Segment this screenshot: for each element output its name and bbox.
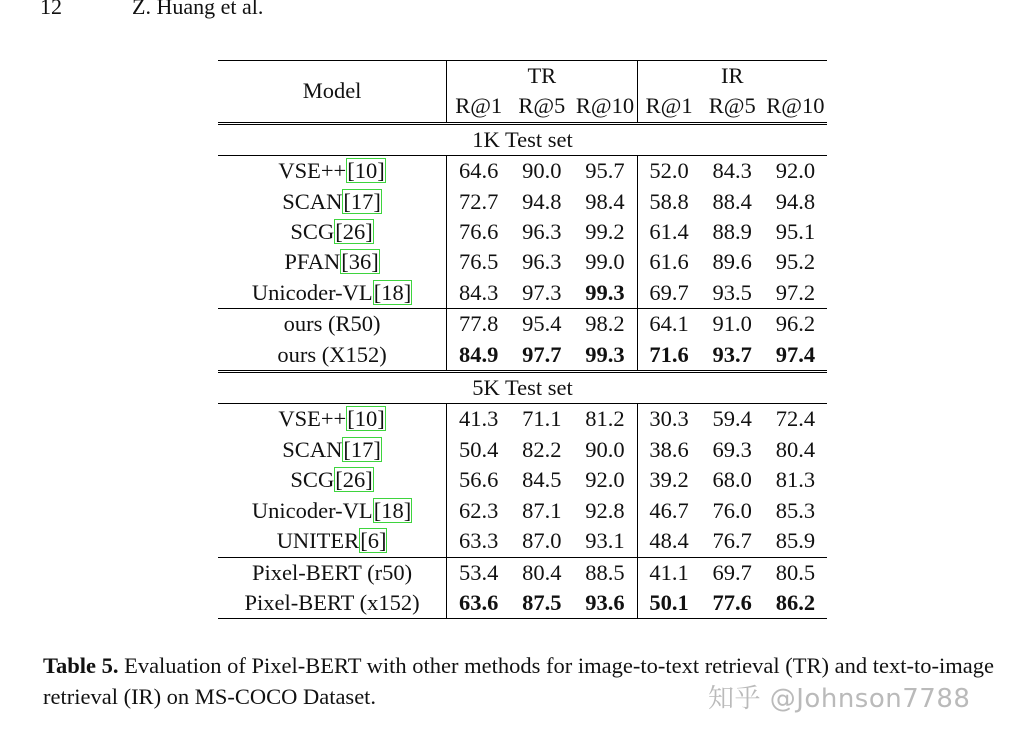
value-cell: 59.4	[701, 404, 764, 435]
watermark: 知乎 @Johnson7788	[708, 684, 971, 714]
value-cell: 38.6	[649, 436, 689, 462]
citation-number: 18	[381, 279, 404, 305]
value-cell: 48.4	[649, 528, 689, 554]
value-cell: 92.0	[573, 465, 637, 495]
value-cell: 89.6	[712, 249, 752, 275]
table-row	[218, 588, 827, 619]
value-cell: 41.1	[637, 557, 701, 588]
value-cell: 76.0	[712, 497, 752, 523]
section-title: 5K Test set	[218, 372, 827, 404]
table-row	[218, 309, 827, 340]
page-number: 12	[40, 0, 62, 19]
caption-label: Table 5.	[43, 653, 119, 678]
citation-number: 18	[381, 497, 404, 523]
value-cell: 41.3	[447, 404, 511, 435]
value-cell: 88.9	[712, 219, 752, 245]
citation-link[interactable]: [10]	[347, 406, 385, 432]
value-cell: 96.3	[522, 249, 562, 275]
metric-header: R@5	[708, 93, 756, 119]
value-cell: 62.3	[459, 497, 499, 523]
citation-link[interactable]: [18]	[373, 497, 412, 523]
metric-header: R@10	[573, 91, 637, 123]
value-cell: 84.3	[459, 279, 499, 305]
value-cell: 81.2	[573, 404, 637, 435]
value-cell: 95.4	[510, 309, 573, 340]
value-cell: 85.3	[775, 497, 816, 523]
value-cell: 82.2	[522, 436, 562, 462]
value-cell: 50.4	[459, 436, 499, 462]
value-cell: 64.6	[447, 156, 511, 187]
citation-number: 26	[342, 467, 366, 493]
citation-number: 36	[348, 249, 372, 275]
section-title: 1K Test set	[218, 123, 827, 155]
table-row	[218, 340, 827, 372]
value-cell: 86.2	[775, 589, 816, 615]
model-name: VSE++	[278, 406, 347, 432]
model-name-cell	[218, 588, 447, 619]
value-cell: 95.7	[573, 156, 637, 187]
value-cell: 84.9	[459, 341, 499, 367]
citation-number: 10	[354, 158, 378, 184]
page-header	[40, 0, 263, 20]
metric-header: R@10	[766, 93, 825, 119]
value-cell: 68.0	[712, 467, 752, 493]
model-name-cell	[218, 247, 447, 277]
ir-group-header: IR	[721, 63, 744, 88]
citation-link[interactable]: [26]	[335, 219, 373, 245]
model-name-cell	[218, 217, 447, 247]
value-cell: 61.6	[649, 249, 689, 275]
value-cell: 84.5	[522, 467, 562, 493]
value-cell: 77.6	[712, 589, 752, 615]
value-cell: 76.5	[459, 249, 499, 275]
value-cell: 63.3	[459, 528, 499, 554]
value-cell: 80.5	[764, 557, 827, 588]
model-name: VSE++	[278, 158, 347, 184]
value-cell: 97.7	[522, 341, 562, 367]
citation-number: 17	[350, 188, 374, 214]
value-cell: 69.3	[712, 436, 752, 462]
table-row	[218, 217, 827, 247]
value-cell: 97.4	[775, 341, 816, 367]
model-name-cell	[218, 526, 447, 557]
value-cell: 88.5	[573, 557, 637, 588]
model-name-cell	[218, 435, 447, 465]
results-table	[218, 60, 827, 619]
value-cell: 53.4	[447, 557, 511, 588]
table-row	[218, 526, 827, 557]
model-name: Pixel-BERT (r50)	[252, 559, 413, 585]
model-name: SCG	[290, 219, 335, 245]
value-cell: 80.4	[510, 557, 573, 588]
table-row	[218, 278, 827, 309]
value-cell: 91.0	[701, 309, 764, 340]
table-row	[218, 435, 827, 465]
value-cell: 94.8	[775, 188, 816, 214]
value-cell: 52.0	[637, 156, 701, 187]
model-name: ours (R50)	[283, 311, 381, 337]
value-cell: 99.3	[573, 340, 637, 372]
citation-link[interactable]: [18]	[373, 279, 412, 305]
value-cell: 85.9	[775, 528, 816, 554]
value-cell: 88.4	[712, 188, 752, 214]
value-cell: 99.0	[573, 247, 637, 277]
citation-link[interactable]: [36]	[341, 249, 379, 275]
value-cell: 93.5	[712, 279, 752, 305]
value-cell: 98.4	[573, 187, 637, 217]
value-cell: 90.0	[510, 156, 573, 187]
value-cell: 69.7	[701, 557, 764, 588]
value-cell: 93.7	[712, 341, 752, 367]
citation-number: 26	[342, 219, 366, 245]
value-cell: 87.0	[522, 528, 562, 554]
value-cell: 46.7	[649, 497, 689, 523]
model-column-header: Model	[218, 61, 447, 124]
value-cell: 56.6	[459, 467, 499, 493]
value-cell: 71.6	[649, 341, 689, 367]
value-cell: 96.3	[522, 219, 562, 245]
value-cell: 39.2	[649, 467, 689, 493]
value-cell: 63.6	[459, 589, 499, 615]
value-cell: 87.5	[522, 589, 562, 615]
citation-link[interactable]: [6]	[360, 528, 387, 554]
model-name: UNITER	[276, 528, 360, 554]
citation-link[interactable]: [10]	[347, 158, 385, 184]
value-cell: 72.4	[764, 404, 827, 435]
value-cell: 94.8	[522, 188, 562, 214]
value-cell: 80.4	[775, 436, 816, 462]
value-cell: 81.3	[775, 467, 816, 493]
table-row	[218, 247, 827, 277]
table-row	[218, 187, 827, 217]
value-cell: 50.1	[649, 589, 689, 615]
model-name-cell	[218, 278, 447, 309]
citation-number: 17	[350, 436, 374, 462]
model-name-cell	[218, 187, 447, 217]
value-cell: 99.2	[573, 217, 637, 247]
metric-header: R@1	[645, 93, 693, 119]
value-cell: 95.1	[775, 219, 816, 245]
value-cell: 61.4	[649, 219, 689, 245]
running-authors: Z. Huang et al.	[132, 0, 264, 19]
value-cell: 93.6	[573, 588, 637, 619]
value-cell: 77.8	[447, 309, 511, 340]
value-cell: 84.3	[701, 156, 764, 187]
value-cell: 92.0	[764, 156, 827, 187]
table-row	[218, 156, 827, 187]
metric-header: R@1	[455, 93, 503, 119]
value-cell: 92.8	[573, 496, 637, 526]
value-cell: 64.1	[637, 309, 701, 340]
model-name: Unicoder-VL	[251, 497, 373, 523]
metric-header: R@5	[518, 93, 566, 119]
model-name-cell	[218, 309, 447, 340]
model-name-cell	[218, 404, 447, 435]
citation-link[interactable]: [26]	[335, 467, 373, 493]
model-name: SCAN	[282, 436, 343, 462]
value-cell: 87.1	[522, 497, 562, 523]
value-cell: 95.2	[775, 249, 816, 275]
citation-number: 10	[354, 406, 378, 432]
model-name: Unicoder-VL	[251, 279, 373, 305]
model-name-cell	[218, 156, 447, 187]
value-cell: 90.0	[573, 435, 637, 465]
model-name-cell	[218, 340, 447, 372]
value-cell: 58.8	[649, 188, 689, 214]
table-row	[218, 496, 827, 526]
value-cell: 97.3	[522, 279, 562, 305]
value-cell: 76.7	[712, 528, 752, 554]
model-name: SCAN	[282, 188, 343, 214]
value-cell: 93.1	[573, 526, 637, 557]
model-name: ours (X152)	[277, 341, 387, 367]
value-cell: 98.2	[573, 309, 637, 340]
table-row	[218, 557, 827, 588]
tr-group-header: TR	[447, 61, 637, 92]
citation-number: 6	[367, 528, 379, 554]
value-cell: 96.2	[764, 309, 827, 340]
table-row	[218, 465, 827, 495]
value-cell: 97.2	[775, 279, 816, 305]
value-cell: 76.6	[459, 219, 499, 245]
table-row	[218, 404, 827, 435]
value-cell: 69.7	[649, 279, 689, 305]
value-cell: 72.7	[459, 188, 499, 214]
model-name: SCG	[290, 467, 335, 493]
model-name-cell	[218, 465, 447, 495]
value-cell: 99.3	[573, 278, 637, 309]
model-name: Pixel-BERT (x152)	[244, 589, 420, 615]
citation-link[interactable]: [17]	[343, 436, 381, 462]
model-name-cell	[218, 496, 447, 526]
value-cell: 30.3	[637, 404, 701, 435]
value-cell: 71.1	[510, 404, 573, 435]
model-name-cell	[218, 557, 447, 588]
model-name: PFAN	[284, 249, 341, 275]
caption-text: Evaluation of Pixel-BERT with other methods for image-to-text retrieval (TR) and text-to-image retrieval (IR) on MS-COCO Dataset.	[43, 653, 994, 709]
citation-link[interactable]: [17]	[343, 188, 381, 214]
